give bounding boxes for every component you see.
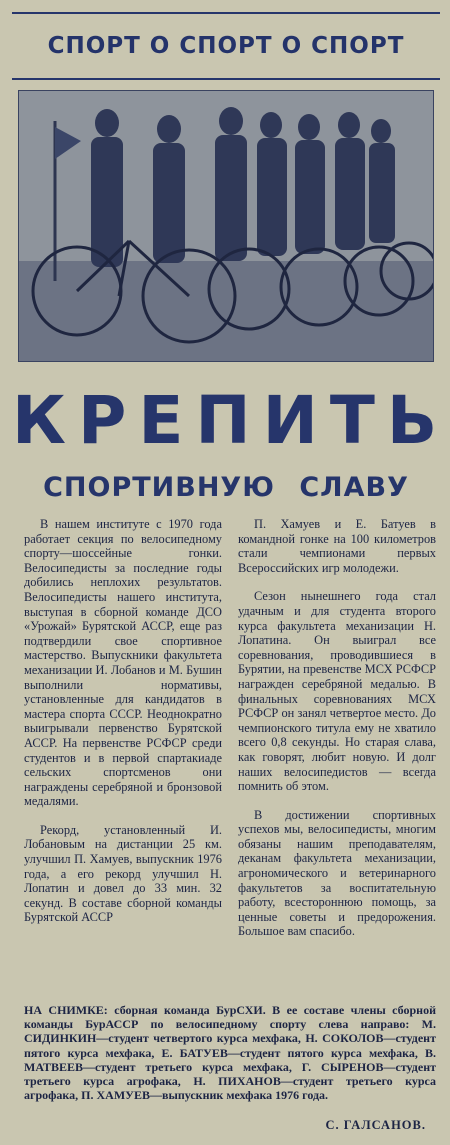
right-column [238,517,436,939]
paragraph: П. Хамуев и Е. Батуев в командной гонке на 100 километров стали чемпионами первых Всероссийских игр молодежи. [238,517,436,575]
paragraph: В нашем институте с 1970 года работает секция по велосипедному спорту—шоссейные гонки. Велосипедисты за последние годы добились неплохих результатов. Велосипедисты нашего института, выступая в сборной команде ДСО «Урожай» Бурятской АССР, еще раз подтвердили свое спортивное мастерство. Выпускники факультета механизации И. Лобанов и М. Бушин выполнили нормативы, установленные для кандидатов в мастера спорта СССР. Неоднократно выигрывали первенство Бурятской АССР. На первенстве РСФСР среди студентов и в первой спартакиаде сельских спортсменов они награждены серебряной и бронзовой медалями. [24,517,222,809]
paragraph: В достижении спортивных успехов мы, велосипедисты, многим обязаны нашим преподавателям, деканам факультета механизации, агрономического и ветеринарного факультетов за воспитательную работу, всестороннюю помощь, за ценные советы и предорожения. Большое вам спасибо. [238,807,436,939]
photo-caption: НА СНИМКЕ: сборная команда БурСХИ. В ее составе члены сборной команды БурАССР по велосипедному спорту слева направо: М. СИДИНКИН—студент четвертого курса мехфака, Н. СОКОЛОВ—студент пятого курса мехфака, Е. БАТУЕВ—студент пятого курса мехфака, В. МАТВЕЕВ—студент третьего курса мехфака, Г. СЫРЕНОВ—студент третьего курса агрофака, Н. ПИХАНОВ—студент третьего курса агрофака, П. ХАМУЕВ—выпускник мехфака 1976 года. [24,1003,436,1103]
subheadline: СПОРТИВНУЮ СЛАВУ [43,472,409,503]
team-photo [18,90,434,362]
paragraph: Рекорд, установленный И. Лобановым на дистанции 25 км. улучшил П. Хамуев, выпускник 1976 года, а его рекорд улучшил Н. Лопатин и довел до 33 мин. 32 секунд. В составе сборной команды Бурятской АССР [24,822,222,925]
headline: КРЕПИТЬ [12,382,450,459]
paragraph: Сезон нынешнего года стал удачным и для студента второго курса факультета механизации Н. Лопатина. Он выиграл все соревнования, проводившиеся в Бурятии, на превенстве МСХ РСФСР награжден серебряной медалью. В финальных соревнованиях МСХ РСФСР он занял четвертое место. До чемпионского титула ему не хватило всего 0,8 секунды. Но старая слава, как говорят, любит новую. И долг наших велосипедистов — всегда помнить об этом. [238,589,436,794]
cyclists-illustration [19,91,433,361]
author-signature: С. ГАЛСАНОВ. [325,1118,426,1132]
section-rubric: СПОРТ О СПОРТ О СПОРТ [12,12,440,80]
left-column [24,517,222,925]
